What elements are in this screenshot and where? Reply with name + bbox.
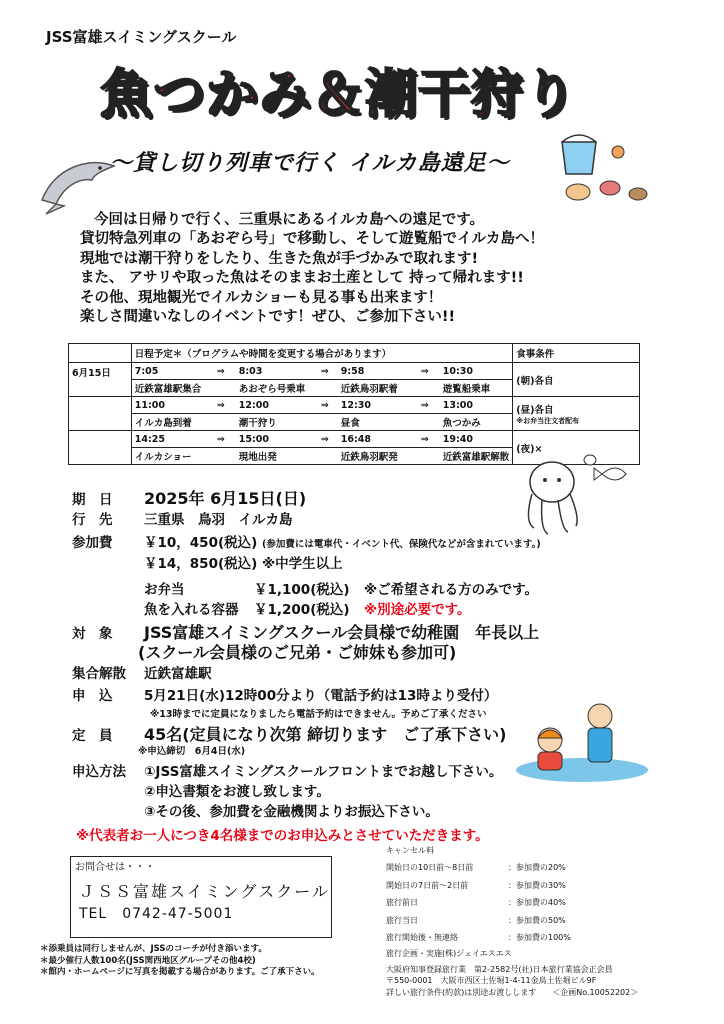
bucket-shells-illustration: [548, 130, 658, 210]
schedule-places: イルカ島到着 潮干狩り 昼食 魚つかみ: [131, 414, 513, 431]
octopus-fish-illustration: [518, 452, 638, 542]
container-label: 魚を入れる容器: [144, 602, 239, 618]
fee-row-2: [72, 552, 343, 572]
cancel-fee-table: [386, 845, 571, 950]
schedule-times: 7:05 ⇒ 8:03 ⇒ 9:58 ⇒ 10:30: [131, 363, 513, 380]
limit-note: ※代表者お一人につき4名様までのお申込みとさせていただきます。: [76, 828, 489, 844]
capacity-row: [72, 722, 506, 745]
cancel-row: 開始日の10日前～8日前 ：参加費の20%: [386, 863, 566, 872]
meal-cell: (昼)各自 ※お弁当注文者配布: [513, 397, 640, 431]
organizer-line: 旅行企画・実施(株)ジェイエスエス: [386, 949, 512, 958]
intro-line: 現地では潮干狩りをしたり、生きた魚が手づかみで取れます!: [80, 250, 479, 267]
method-step-1: ①JSS富雄スイミングスクールフロントまでお越し下さい。: [144, 764, 503, 780]
apply-row: [72, 684, 497, 704]
destination-label: 行 先: [72, 512, 113, 528]
organizer-line: 大阪府知事登録旅行業 第2-2582号(社)日本旅行業協会正会員: [386, 964, 613, 974]
date-label: 期 日: [72, 492, 113, 508]
sub-title: ～貸し切り列車で行く イルカ島遠足～: [110, 151, 510, 176]
schedule-times: 11:00 ⇒ 12:00 ⇒ 12:30 ⇒ 13:00: [131, 397, 513, 414]
meal-cell: (朝)各自: [513, 363, 640, 397]
cancel-row: 旅行当日 ：参加費の50%: [386, 915, 566, 925]
contact-tel: TEL 0742-47-5001: [79, 906, 234, 922]
organizer-info: [386, 948, 638, 998]
fee-value-2: ￥14，850(税込): [144, 556, 258, 572]
bento-price: ￥1,100(税込): [254, 582, 350, 598]
cancel-row: 開始日の7日前～2日前 ：参加費の30%: [386, 880, 566, 890]
intro-line: 貸切特急列車の「あおぞら号」で移動し、そして遊覧船でイルカ島へ！: [80, 231, 544, 248]
target-value: JSS富雄スイミングスクール会員様で幼稚園 年長以上: [144, 623, 540, 642]
capacity-label: 定 員: [72, 728, 113, 744]
intro-line: 楽しさ間違いなしのイベントです！ぜひ、ご参加下さい!!: [80, 308, 456, 325]
capacity-note: ※申込締切 6月4日(水): [138, 746, 246, 757]
cancel-row: 旅行開始後・無連絡 ：参加費の100%: [386, 933, 571, 942]
schedule-places: 近鉄富雄駅集合 あおぞら号乗車 近鉄鳥羽駅着 遊覧船乗車: [131, 380, 513, 397]
contact-heading: お問合せは・・・: [75, 862, 155, 873]
contact-name: ＪＳＳ富雄スイミングスクール: [79, 882, 330, 901]
cancel-title: キャンセル料: [386, 846, 434, 855]
schedule-header: 日程予定＊（プログラムや時間を変更する場合があります）: [131, 344, 513, 363]
kids-fishing-illustration: [512, 698, 652, 784]
method-step-3: ③その後、参加費を金融機関よりお振込下さい。: [144, 804, 439, 820]
bento-row: [144, 578, 538, 598]
organizer-line: 〒550-0001 大阪市西区土佐堀1-4-11金鳥土佐堀ビル9F: [386, 976, 597, 985]
meal-cell: (夜)×: [513, 431, 640, 465]
notes: [40, 944, 320, 979]
fee-value-1: ￥10，450(税込): [144, 535, 258, 551]
method-label: 申込方法: [72, 764, 126, 780]
fee-label: 参加費: [72, 535, 113, 551]
meeting-row: [72, 662, 212, 682]
container-note: ※別途必要です。: [364, 602, 471, 618]
fee-row: [72, 531, 541, 551]
meal-header: 食事条件: [513, 344, 640, 363]
schedule-times: 14:25 ⇒ 15:00 ⇒ 16:48 ⇒ 19:40: [131, 431, 513, 448]
intro-line: その他、現地観光でイルカショーも見る事も出来ます！: [80, 289, 443, 306]
apply-value: 5月21日(水)12時00分より（電話予約は13時より受付）: [144, 688, 498, 704]
main-title: 魚つかみ＆潮干狩り: [100, 65, 578, 125]
intro-text: [80, 211, 680, 327]
cancel-row: 旅行前日 ：参加費の40%: [386, 898, 566, 907]
fee-note-2: ※中学生以上: [262, 556, 343, 572]
method-step-2: ②申込書類をお渡し致します。: [144, 784, 330, 800]
schedule-table: [68, 343, 640, 465]
target-label: 対 象: [72, 626, 113, 642]
organizer-line: 詳しい旅行条件(約款)は別途お渡しします ＜企画No.10052202＞: [386, 987, 639, 997]
method-row: [72, 760, 502, 780]
note-item: ＊館内・ホームページに写真を掲載する場合があります。ご了承下さい。: [40, 967, 320, 977]
fee-note-1: (参加費には電車代・イベント代、保険代などが含まれています。): [262, 539, 541, 550]
apply-note: ※13時までに定員になりましたら電話予約はできません。予めご了承ください: [150, 709, 487, 720]
schedule-places: イルカショー 現地出発 近鉄鳥羽駅発 近鉄富雄駅解散: [131, 448, 513, 465]
note-item: ＊添乗員は同行しませんが、JSSのコーチが付き添います。: [40, 944, 267, 954]
school-name: JSS富雄スイミングスクール: [46, 28, 237, 46]
schedule-date: 6月15日: [69, 363, 132, 397]
destination-row: [72, 508, 293, 528]
contact-box: [70, 856, 332, 938]
date-value: 2025年 6月15日(日): [144, 489, 307, 508]
intro-line: また、 アサリや取った魚はそのままお土産として 持って帰れます!!: [80, 270, 524, 287]
date-row: [72, 486, 306, 509]
note-item: ＊最少催行人数100名(JSS関西地区グループその他4校): [40, 955, 256, 966]
intro-line: 今回は日帰りで行く、三重県にあるイルカ島への遠足です。: [94, 212, 485, 228]
meeting-value: 近鉄富雄駅: [144, 666, 212, 682]
apply-label: 申 込: [72, 688, 113, 704]
container-price: ￥1,200(税込): [254, 602, 350, 618]
bento-label: お弁当: [144, 582, 185, 598]
destination-value: 三重県 鳥羽 イルカ島: [144, 512, 293, 528]
capacity-value: 45名(定員になり次第 締切ります ご了承下さい): [144, 725, 507, 744]
meeting-label: 集合解散: [72, 666, 126, 682]
container-row: [144, 598, 471, 618]
bento-note: ※ご希望される方のみです。: [364, 582, 539, 598]
target-sub: (スクール会員様のご兄弟・ご姉妹も参加可): [138, 643, 457, 662]
